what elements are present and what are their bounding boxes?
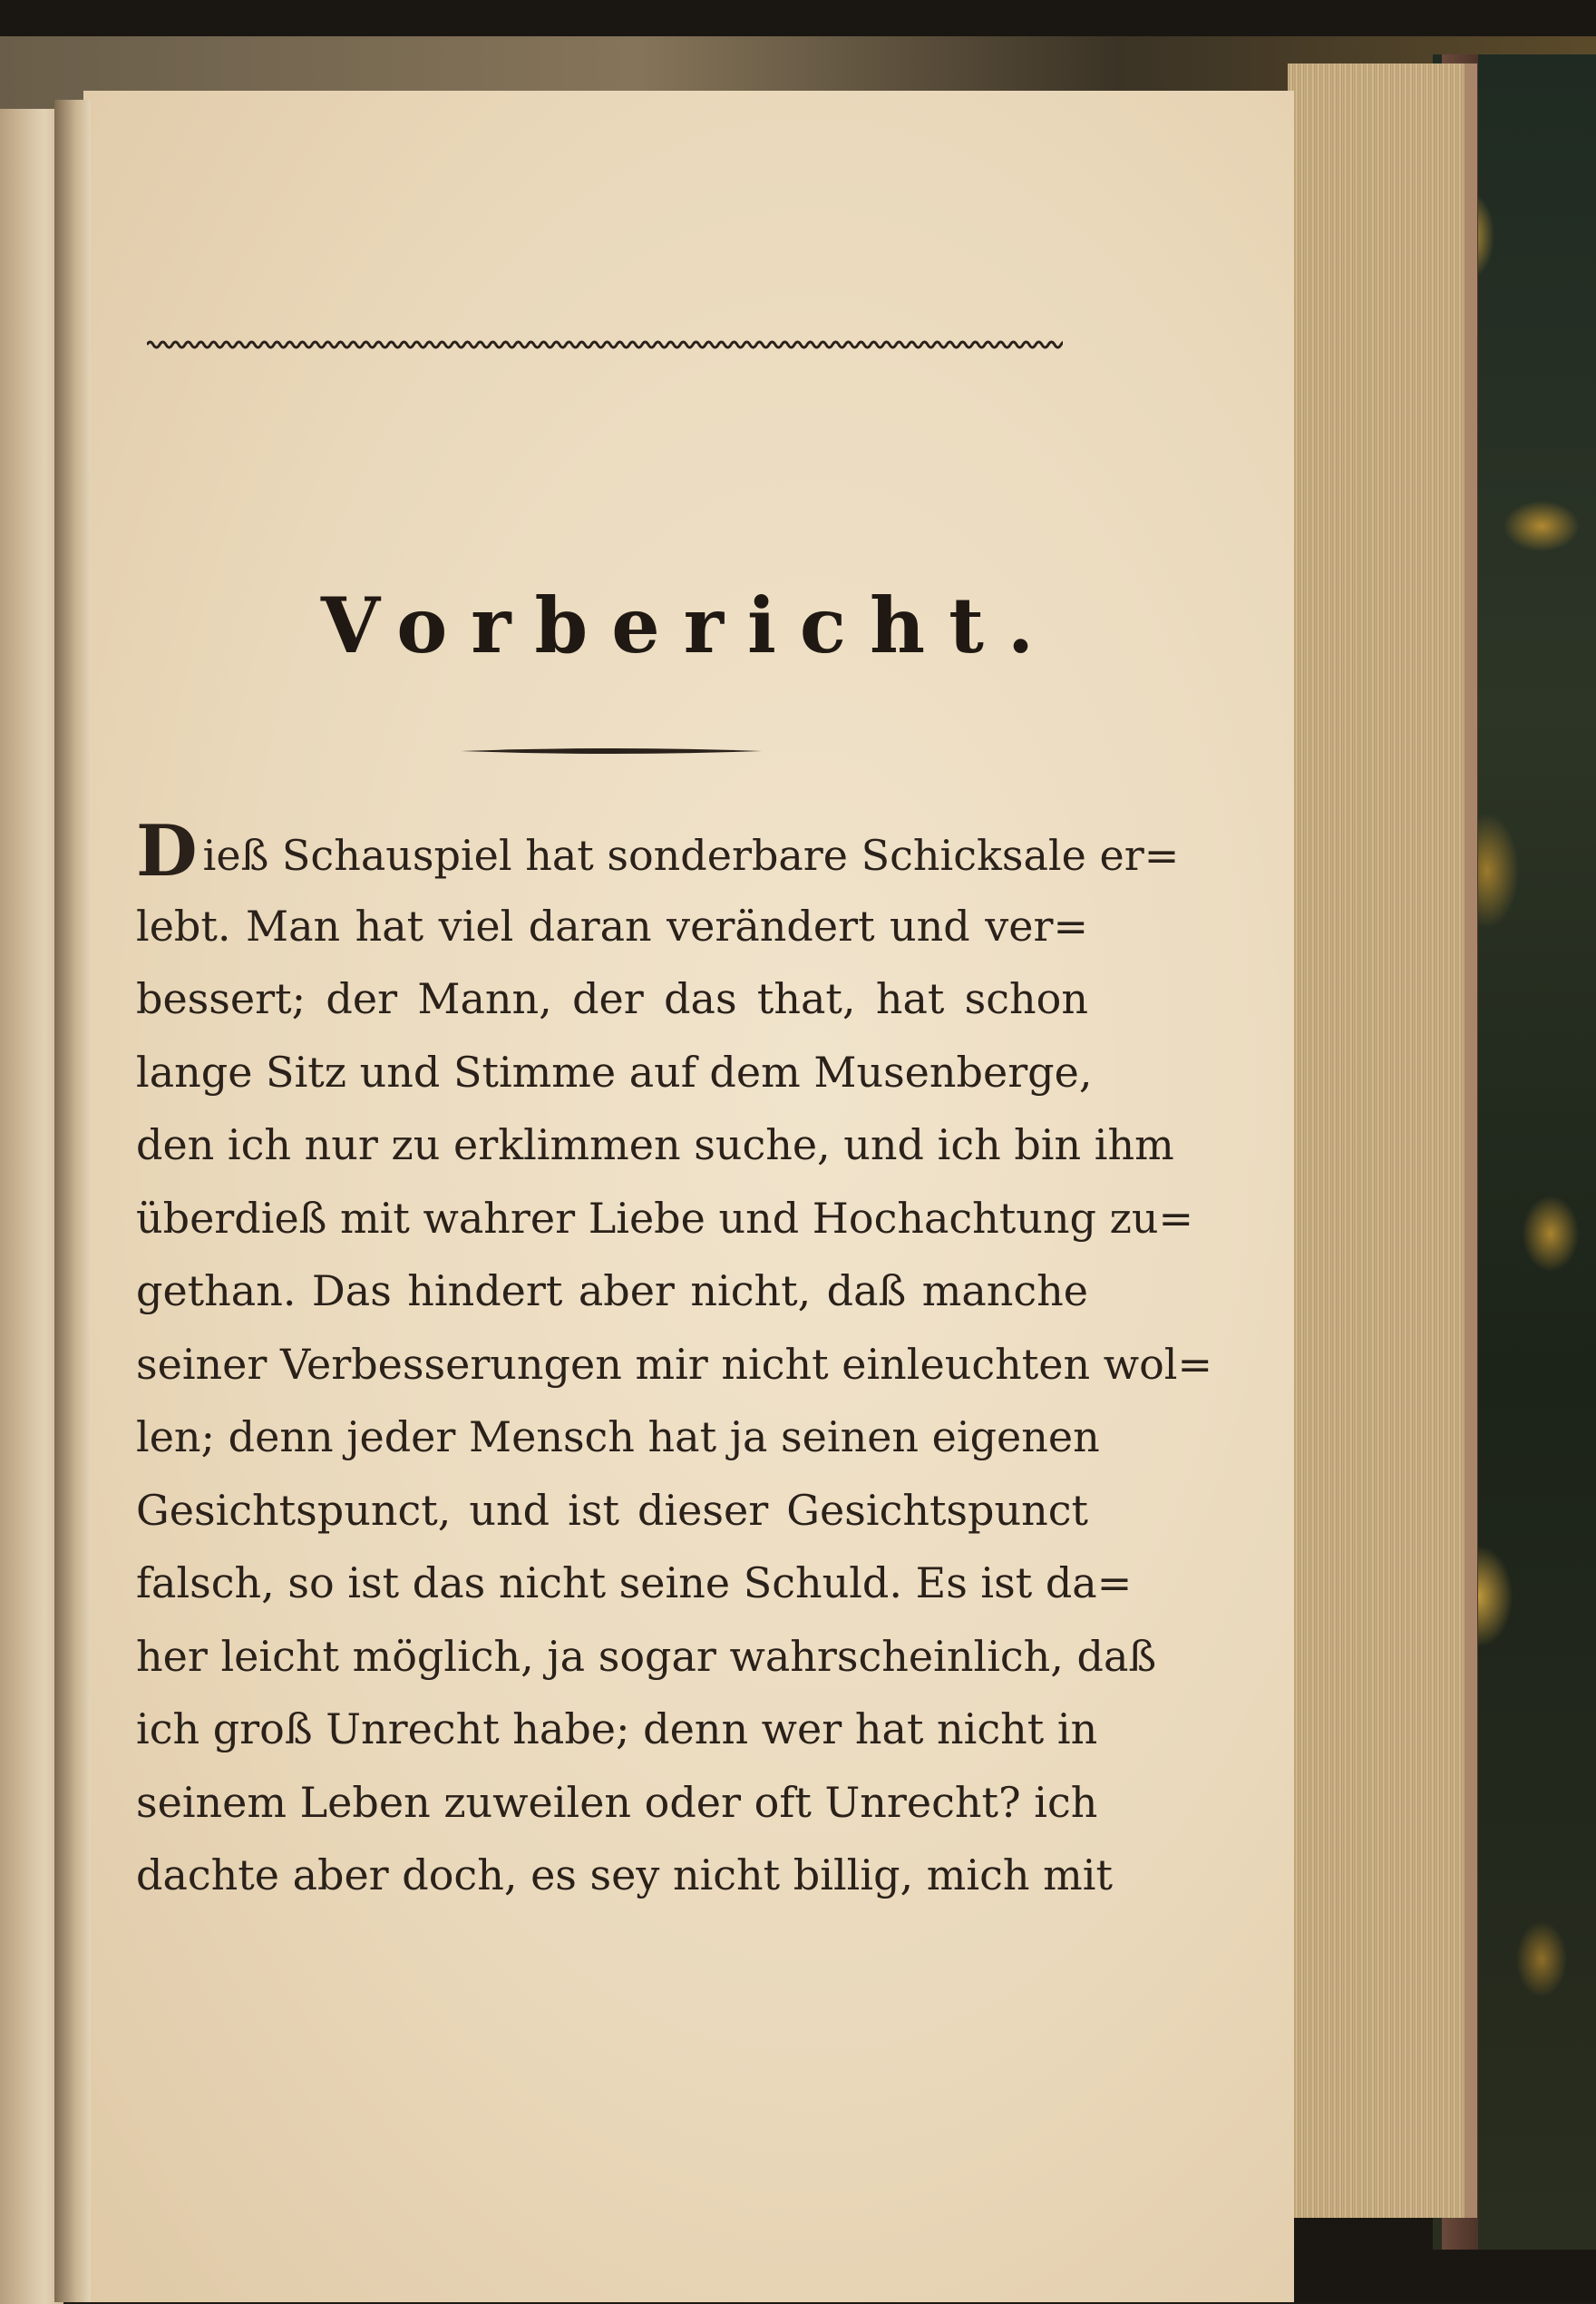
title-rule [461,747,762,755]
text-line: ich groß Unrecht habe; denn wer hat nicht in [136,1704,1098,1753]
text-line: her leicht möglich, ja sogar wahrscheinlich, daß [136,1631,1157,1681]
text-line: lebt. Man hat viel daran verändert und ver= [136,901,1088,951]
text-line: dachte aber doch, es sey nicht billig, mich mit [136,1850,1113,1899]
drop-cap: D [136,810,198,893]
body-text [136,810,1213,1912]
text-line: überdieß mit wahrer Liebe und Hochachtung zu= [136,1193,1194,1243]
text-line: Gesichtspunct, und ist dieser Gesichtspunct [136,1485,1088,1535]
book-gutter [54,100,91,2302]
page-edges [1288,63,1477,2218]
text-line: seinem Leben zuweilen oder oft Unrecht? ich [136,1777,1098,1827]
text-line: den ich nur zu erklimmen suche, und ich bin ihm [136,1120,1174,1169]
text-line: seiner Verbesserungen mir nicht einleuchten wol= [136,1339,1213,1389]
page-title: Vorbericht. [320,581,1058,670]
text-line-first [136,810,1180,893]
text-line: lange Sitz und Stimme auf dem Musenberge, [136,1047,1093,1097]
text-line: len; denn jeder Mensch hat ja seinen eigenen [136,1412,1100,1461]
text-line: falsch, so ist das nicht seine Schuld. Es ist da= [136,1558,1133,1607]
text-line-first-rest: ieß Schauspiel hat sonderbare Schicksale er= [202,831,1180,880]
decorative-wavy-rule [147,334,1063,356]
text-line: bessert; der Mann, der das that, hat schon [136,974,1088,1023]
text-line: gethan. Das hindert aber nicht, daß manche [136,1266,1088,1315]
